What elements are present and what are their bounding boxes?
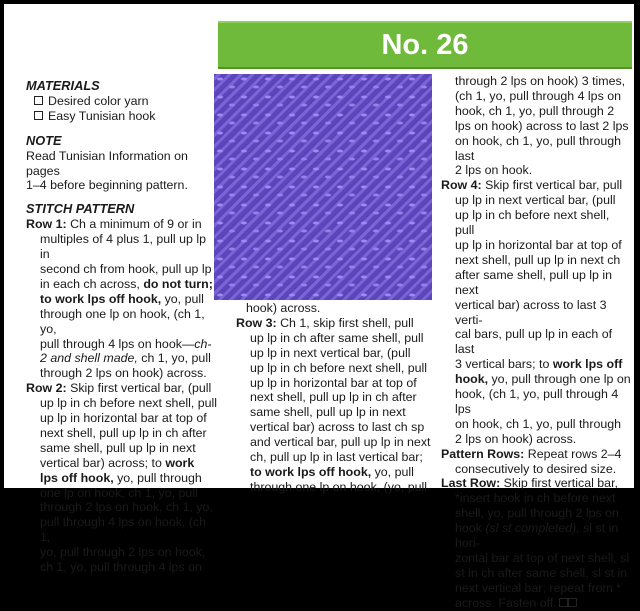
pattern-page [4, 4, 634, 610]
note-line: 1–4 before beginning pattern. [26, 178, 188, 193]
row-2-instructions: Row 2: Skip first vertical bar, (pull up lp in ch before next shell, pull up lp in horizontal bar at top of next shell, pull up lp in ch after same shell, pull up lp in next vertical bar) across; to work lps off hook, yo, pull through one lp on hook, ch 1, yo, pull through 2 lps on hook, ch 1, yo, pull through 4 lps on hook, (ch 1, yo, pull through 2 lps on hook, ch 1, yo, pull through 4 lps on [26, 381, 218, 575]
title-banner [218, 21, 632, 69]
row-2-label: Row 2: [26, 381, 67, 396]
note-line: Read Tunisian Information on pages [26, 148, 188, 178]
column-right: through 2 lps on hook) 3 times, (ch 1, yo, pull through 4 lps on hook, ch 1, yo, pull through 2 lps on hook) across to last 2 lps on hook, ch 1, yo, pull through last 2 lps on hook. Row 4: Skip first vertical bar, pull up lp in next vertical bar, (pull up lp in ch before next shell, pull up lp in horizontal bar at top of next shell, pull up lp in next ch after same shell, pull up lp in next vertical bar) across to last 3 verti- cal bars, pull up lp in each of last 3 vertical bars; to work lps off hook, yo, pull through one lp on hook, (ch 1, yo, pull through 4 lps on hook, ch 1, yo, pull through 2 lps on hook) across. Pattern Rows: Repeat rows 2–4 consecutively to desired size. Last Row: Skip first vertical bar, *insert hook in ch before next shell, yo, pull through 2 lps on hook (sl st completed), sl st in hori- zontal bar at top of next shell, sl st in ch after same shell, sl st in next vertical bar; repeat from * across. Fasten off. [441, 74, 631, 610]
row-3-label: Row 3: [236, 315, 277, 330]
row-3-instructions: Row 3: Ch 1, skip first shell, pull up lp in ch after same shell, pull up lp in next vertical bar, (pull up lp in ch before next shell, pull up lp in horizontal bar at top of next shell, pull up lp in ch after same shell, pull up lp in next vertical bar) across to last ch sp and vertical bar, pull up lp in next ch, pull up lp in last vertical bar; to work lps off hook, yo, pull through one lp on hook, (yo, pull [236, 315, 431, 494]
row-1-instructions: Row 1: Ch a minimum of 9 or in multiples of 4 plus 1, pull up lp in second ch from hook, pull up lp in each ch across, do not turn; to work lps off hook, yo, pull through one lp on hook, (ch 1, yo, pull through 4 lps on hook—ch- 2 and shell made, ch 1, yo, pull through 2 lps on hook) across. [26, 217, 213, 381]
materials-item: Desired color yarn [26, 94, 218, 109]
stitch-pattern-header: STITCH PATTERN [26, 201, 135, 217]
row-2-continuation: hook) across. [246, 301, 321, 315]
column-middle [236, 301, 436, 495]
checkbox-icon [34, 96, 43, 105]
note-header: NOTE [26, 132, 62, 148]
pattern-title: No. 26 [381, 29, 469, 61]
checkbox-icon [34, 111, 43, 120]
end-box-icon [568, 598, 577, 607]
last-row-label: Last Row: [441, 476, 501, 491]
materials-item: Easy Tunisian hook [26, 109, 218, 124]
end-box-icon [559, 598, 568, 607]
column-left [26, 79, 218, 575]
stitch-swatch-photo [214, 74, 432, 300]
pattern-rows-label: Pattern Rows: [441, 446, 525, 461]
materials-header: MATERIALS [26, 78, 100, 93]
row-1-label: Row 1: [26, 217, 67, 232]
row-4-label: Row 4: [441, 178, 482, 193]
last-row-instructions: Last Row: Skip first vertical bar, *insert hook in ch before next shell, yo, pull through 2 lps on hook (sl st completed), sl st in hori- zontal bar at top of next shell, sl st in ch after same shell, sl st in next vertical bar; repeat from * across. Fasten off. [441, 476, 630, 610]
row-4-instructions: Row 4: Skip first vertical bar, pull up lp in next vertical bar, (pull up lp in ch before next shell, pull up lp in horizontal bar at top of next shell, pull up lp in next ch after same shell, pull up lp in next vertical bar) across to last 3 verti- cal bars, pull up lp in each of last 3 vertical bars; to work lps off hook, yo, pull through one lp on hook, (ch 1, yo, pull through 4 lps on hook, ch 1, yo, pull through 2 lps on hook) across. [441, 178, 631, 446]
pattern-rows-instructions: Pattern Rows: Repeat rows 2–4 consecutively to desired size. [441, 446, 622, 476]
